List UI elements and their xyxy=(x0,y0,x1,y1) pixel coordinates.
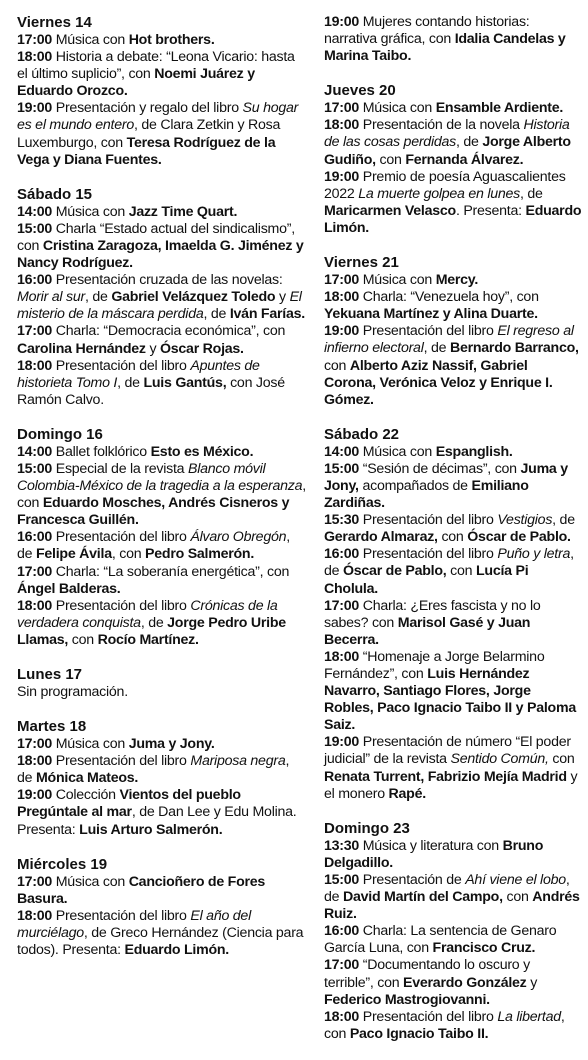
entry-text: Charla: “Democracia económica”, con xyxy=(52,323,286,340)
entry-name: Francisco Cruz. xyxy=(432,940,536,957)
schedule-entry xyxy=(324,444,582,461)
entry-title: Sentido Común, xyxy=(450,751,549,768)
entry-text: y xyxy=(526,974,538,991)
day-title: Martes 18 xyxy=(17,718,87,736)
entry-name: Luis Hernández Navarro, Santiago Flores, Jorge Robles, Paco Ignacio Taibo II y Paloma Saiz. xyxy=(324,666,576,734)
schedule-entry xyxy=(17,461,306,529)
entry-name: Eduardo Limón. xyxy=(324,202,582,236)
entry-name: Paco Ignacio Taibo II. xyxy=(349,1025,489,1042)
entry-time: 15:00 xyxy=(17,220,53,237)
schedule-entry xyxy=(17,564,306,598)
entry-text: “Sesión de décimas”, con xyxy=(359,460,521,477)
schedule-entry xyxy=(324,838,582,872)
entry-text: Presentación del libro xyxy=(52,753,191,770)
entry-text: acompañados de xyxy=(358,477,472,494)
entry-name: Ángel Balderas. xyxy=(17,580,121,597)
day-miercoles-19 xyxy=(17,856,306,959)
entry-time: 17:00 xyxy=(324,957,360,974)
entry-name: Felipe Ávila xyxy=(35,546,112,563)
entry-text: con xyxy=(446,563,476,580)
entry-time: 17:00 xyxy=(17,873,53,890)
entry-text: , de Clara Zetkin y Rosa Luxemburgo, con xyxy=(17,117,281,151)
entry-time: 13:30 xyxy=(324,837,360,854)
day-title: Sábado 15 xyxy=(17,185,93,203)
schedule-entry xyxy=(324,461,582,512)
entry-name: Esto es México. xyxy=(150,443,254,460)
entry-time: 17:00 xyxy=(17,323,53,340)
entry-text: Presentación del libro xyxy=(359,546,498,563)
entry-text: Música con xyxy=(52,203,129,220)
entry-text: “Documentando lo oscuro y terrible”, con xyxy=(324,957,530,991)
schedule-entry xyxy=(17,221,306,272)
entry-text: , con xyxy=(17,478,306,512)
entry-text: , de xyxy=(552,512,575,529)
schedule-entry xyxy=(17,204,306,221)
entry-text: Presentación del libro xyxy=(52,357,191,374)
day-martes-18 xyxy=(17,718,306,839)
entry-text: , de xyxy=(423,340,450,357)
schedule-entry xyxy=(324,923,582,957)
entry-time: 18:00 xyxy=(324,1008,360,1025)
entry-name: Cristina Zaragoza, Imaelda G. Jiménez y Nancy Rodríguez. xyxy=(17,237,304,272)
schedule-entry xyxy=(324,117,582,168)
day-lunes-17 xyxy=(17,666,306,701)
entry-time: 17:00 xyxy=(324,272,360,289)
schedule-entry xyxy=(17,358,306,409)
entry-name: Bruno Delgadillo. xyxy=(324,837,544,871)
entry-title: Mariposa negra xyxy=(190,753,286,770)
entry-time: 17:00 xyxy=(17,736,53,753)
entry-time: 17:00 xyxy=(324,100,360,117)
entry-name: Rocío Martínez. xyxy=(97,631,199,648)
entry-text: Especial de la revista xyxy=(52,460,188,477)
entry-time: 18:00 xyxy=(324,289,360,306)
entry-name: Federico Mastrogiovanni. xyxy=(324,991,490,1008)
entry-text: Charla: “Venezuela hoy”, con xyxy=(359,289,539,306)
entry-name: Juma y Jony. xyxy=(128,736,215,753)
entry-text: Charla: ¿Eres fascista y no lo sabes? con xyxy=(324,597,541,631)
day-title: Viernes 21 xyxy=(324,254,399,272)
entry-name: Lucía Pi Cholula. xyxy=(324,563,529,597)
entry-name: David Martín del Campo, xyxy=(342,889,503,906)
right-column xyxy=(324,14,582,1060)
schedule-entry xyxy=(324,323,582,408)
entry-name: Luis Gantús, xyxy=(143,374,227,391)
schedule-entry xyxy=(324,100,582,117)
entry-time: 18:00 xyxy=(17,753,53,770)
entry-text: Música con xyxy=(359,100,436,117)
entry-text: con xyxy=(437,529,468,546)
day-title: Domingo 23 xyxy=(324,819,410,837)
entry-text: Mujeres contando historias: narrativa gráfica, con xyxy=(324,14,530,48)
entry-time: 16:00 xyxy=(17,529,53,546)
entry-name: Marisol Gasé y Juan Becerra. xyxy=(324,614,531,648)
entry-name: Vientos del pueblo Pregúntale al mar xyxy=(17,787,241,821)
schedule-entry xyxy=(17,100,306,168)
left-column xyxy=(17,14,306,976)
day-title: Lunes 17 xyxy=(17,666,83,683)
entry-title: El año del murciélago xyxy=(17,907,251,941)
entry-name: Jazz Time Quart. xyxy=(128,203,238,220)
entry-text: , de xyxy=(117,374,144,391)
entry-text: , de xyxy=(17,529,290,563)
entry-text: con José Ramón Calvo. xyxy=(17,374,285,408)
entry-name: Rapé. xyxy=(388,785,426,802)
day-domingo-23 xyxy=(324,820,582,1043)
entry-title: La muerte golpea en lunes xyxy=(358,185,521,202)
schedule-entry xyxy=(17,323,306,357)
entry-text: , de Greco Hernández (Ciencia para todos). Presenta: xyxy=(17,924,304,959)
entry-time: 14:00 xyxy=(17,203,53,220)
entry-name: Óscar de Pablo. xyxy=(467,529,571,546)
entry-text: con xyxy=(68,631,98,648)
entry-text: y xyxy=(275,289,290,306)
entry-name: Jorge Alberto Gudiño, xyxy=(324,134,571,168)
entry-name: Hot brothers. xyxy=(128,32,215,48)
schedule-entry xyxy=(324,169,582,237)
entry-name: Juma y Jony, xyxy=(324,460,568,494)
entry-text: , de xyxy=(455,134,483,151)
day-domingo-16 xyxy=(17,426,306,649)
entry-text: Presentación de número “El poder judicial” de la revista xyxy=(324,734,571,768)
schedule-entry xyxy=(17,529,306,563)
entry-name: Pedro Salmerón. xyxy=(145,546,255,563)
entry-text: Música con xyxy=(359,443,436,460)
entry-text: Presentación y regalo del libro xyxy=(52,100,243,117)
entry-text: Historia a debate: “Leona Vicario: hasta el último suplicio”, con xyxy=(17,49,295,83)
entry-name: Bernardo Barranco, xyxy=(449,340,579,357)
schedule-entry xyxy=(17,908,306,959)
entry-time: 18:00 xyxy=(17,907,53,924)
entry-text: con xyxy=(324,357,350,374)
entry-text: . Presenta: xyxy=(455,202,526,219)
entry-time: 17:00 xyxy=(17,32,53,48)
entry-title: Crónicas de la verdadera conquista xyxy=(17,597,278,631)
entry-text: con xyxy=(548,751,575,768)
entry-name: Eduardo Limón. xyxy=(124,942,229,959)
schedule-entry xyxy=(324,957,582,1008)
entry-title: Apuntes de historieta Tomo I xyxy=(17,357,260,391)
day-viernes-21 xyxy=(324,254,582,409)
entry-time: 18:00 xyxy=(17,357,53,374)
day-sabado-15 xyxy=(17,186,306,409)
entry-title: La libertad xyxy=(497,1008,561,1025)
entry-text: Presentación de xyxy=(359,871,466,888)
entry-name: Emiliano Zardiñas. xyxy=(324,477,529,512)
entry-time: 19:00 xyxy=(324,14,360,30)
entry-time: 17:00 xyxy=(324,597,360,614)
entry-text: Presentación del libro xyxy=(359,512,498,529)
schedule-entry xyxy=(17,753,306,787)
entry-name: Mercy. xyxy=(435,272,479,289)
day-title: Viernes 14 xyxy=(17,14,92,31)
entry-name: Carolina Hernández xyxy=(17,340,146,357)
schedule-entry xyxy=(17,49,306,100)
entry-text: Música con xyxy=(359,272,436,289)
entry-title: Historia de las cosas perdidas xyxy=(324,117,570,151)
schedule-entry xyxy=(324,872,582,923)
entry-text: , de xyxy=(84,289,112,306)
entry-name: Óscar Rojas. xyxy=(159,340,244,357)
entry-title: El regreso al infierno electoral xyxy=(324,323,574,357)
entry-text: Colección xyxy=(52,787,120,804)
entry-time: 19:00 xyxy=(324,734,360,751)
schedule-entry xyxy=(17,874,306,908)
day-note: Sin programación. xyxy=(17,684,128,700)
schedule-entry xyxy=(17,787,306,838)
entry-time: 17:00 xyxy=(17,563,53,580)
entry-text: Presentación del libro xyxy=(52,907,191,924)
entry-time: 15:00 xyxy=(17,460,53,477)
entry-name: Jorge Pedro Uribe Llamas, xyxy=(17,614,286,648)
day-jueves-20 xyxy=(324,82,582,237)
entry-name: Mónica Mateos. xyxy=(35,770,139,787)
entry-name: Teresa Rodríguez de la Vega y Diana Fuentes. xyxy=(17,134,276,168)
entry-text: Presentación del libro xyxy=(359,323,498,340)
entry-text: Premio de poesía Aguascalientes 2022 xyxy=(324,168,566,202)
entry-title: Morir al sur xyxy=(17,289,85,306)
entry-name: Ensamble Ardiente. xyxy=(435,100,564,117)
entry-name: Óscar de Pablo, xyxy=(342,563,447,580)
schedule-entry xyxy=(324,734,582,802)
entry-time: 18:00 xyxy=(324,117,360,134)
entry-text: , de xyxy=(520,185,543,202)
entry-text: , de xyxy=(17,753,290,787)
entry-text: , de xyxy=(203,306,230,323)
day-viernes-14 xyxy=(17,14,306,169)
entry-time: 19:00 xyxy=(324,168,360,185)
entry-name: Fernanda Álvarez. xyxy=(405,151,524,168)
entry-text: Música con xyxy=(52,736,129,753)
day-title: Sábado 22 xyxy=(324,425,400,443)
entry-name: Cancioñero de Fores Basura. xyxy=(17,873,266,907)
entry-text: , de xyxy=(324,871,570,906)
entry-text: y el monero xyxy=(324,768,578,802)
entry-title: Ahí viene el lobo xyxy=(465,871,566,888)
entry-text: Charla “Estado actual del sindicalismo”, con xyxy=(17,220,295,254)
entry-time: 19:00 xyxy=(17,787,53,804)
schedule-entry xyxy=(324,1009,582,1043)
entry-name: Renata Turrent, Fabrizio Mejía Madrid xyxy=(324,768,567,785)
entry-time: 15:00 xyxy=(324,460,360,477)
entry-time: 16:00 xyxy=(324,546,360,563)
entry-time: 15:30 xyxy=(324,512,360,529)
entry-text: Presentación de la novela xyxy=(359,117,524,134)
entry-title: Blanco móvil Colombia-México de la tragedia a la esperanza xyxy=(17,460,303,495)
entry-time: 18:00 xyxy=(17,597,53,614)
entry-name: Espanglish. xyxy=(435,443,513,460)
entry-text: Música y literatura con xyxy=(359,837,503,854)
schedule-entry xyxy=(17,444,306,461)
schedule-entry xyxy=(17,736,306,753)
schedule-entry xyxy=(324,14,582,65)
entry-title: Su hogar es el mundo entero xyxy=(17,100,299,134)
entry-text: , de xyxy=(140,614,168,631)
day-sabado-22 xyxy=(324,426,582,803)
entry-name: Gabriel Velázquez Toledo xyxy=(111,289,276,306)
entry-title: Vestigios xyxy=(497,512,553,529)
entry-time: 18:00 xyxy=(324,648,360,665)
entry-text: Presentación del libro xyxy=(52,597,191,614)
entry-time: 19:00 xyxy=(324,323,360,340)
entry-name: Noemi Juárez y Eduardo Orozco. xyxy=(17,66,255,100)
entry-time: 18:00 xyxy=(17,49,53,66)
entry-time: 16:00 xyxy=(17,272,53,289)
entry-text: Presentación cruzada de las novelas: xyxy=(52,272,283,289)
day-title: Domingo 16 xyxy=(17,425,103,443)
schedule-entry xyxy=(324,649,582,734)
entry-text: Ballet folklórico xyxy=(52,443,151,460)
day-title: Jueves 20 xyxy=(324,82,396,100)
schedule-entry xyxy=(324,598,582,649)
entry-title: El misterio de la máscara perdida xyxy=(17,289,302,323)
entry-name: Yekuana Martínez y Alina Duarte. xyxy=(324,306,538,323)
entry-text: Música con xyxy=(52,32,129,48)
entry-text: Charla: La sentencia de Genaro García Luna, con xyxy=(324,923,557,957)
schedule-entry xyxy=(324,289,582,323)
entry-name: Andrés Ruiz. xyxy=(324,889,580,923)
entry-text: , con xyxy=(111,546,146,563)
entry-text: con xyxy=(502,889,533,906)
entry-title: Puño y letra xyxy=(497,546,571,563)
entry-text: con xyxy=(375,151,406,168)
entry-text: Presentación del libro xyxy=(52,529,191,546)
entry-text: , de Dan Lee y Edu Molina. Presenta: xyxy=(17,804,297,838)
schedule-entry xyxy=(17,32,306,49)
schedule-entry xyxy=(324,272,582,289)
schedule-entry xyxy=(17,598,306,649)
entry-text: , con xyxy=(324,1008,565,1042)
entry-text: Música con xyxy=(52,873,129,890)
entry-name: Luis Arturo Salmerón. xyxy=(79,821,223,838)
entry-text: Presentación del libro xyxy=(359,1008,498,1025)
entry-name: Alberto Aziz Nassif, Gabriel Corona, Verónica Veloz y Enrique I. Gómez. xyxy=(324,357,553,408)
schedule-entry xyxy=(17,272,306,323)
entry-text: “Homenaje a Jorge Belarmino Fernández”, con xyxy=(324,648,545,682)
entry-text: , de xyxy=(324,546,574,580)
entry-name: Everardo González xyxy=(403,974,527,991)
entry-time: 16:00 xyxy=(324,923,360,940)
entry-name: Iván Farías. xyxy=(229,306,305,323)
entry-name: Maricarmen Velasco xyxy=(324,202,456,219)
schedule-entry xyxy=(324,512,582,546)
entry-time: 19:00 xyxy=(17,100,53,117)
entry-name: Gerardo Almaraz, xyxy=(324,529,438,546)
entry-name: Idalia Candelas y Marina Taibo. xyxy=(324,31,566,65)
entry-text: Charla: “La soberanía energética”, con xyxy=(52,563,290,580)
entry-time: 15:00 xyxy=(324,871,360,888)
entry-time: 14:00 xyxy=(324,443,360,460)
schedule-entry xyxy=(324,546,582,597)
day-title: Miércoles 19 xyxy=(17,855,108,873)
entry-name: Eduardo Mosches, Andrés Cisneros y Francesca Guillén. xyxy=(17,495,290,529)
entry-title: Álvaro Obregón xyxy=(190,529,287,546)
entry-text: y xyxy=(145,340,160,357)
day-continued xyxy=(324,14,582,65)
entry-time: 14:00 xyxy=(17,443,53,460)
